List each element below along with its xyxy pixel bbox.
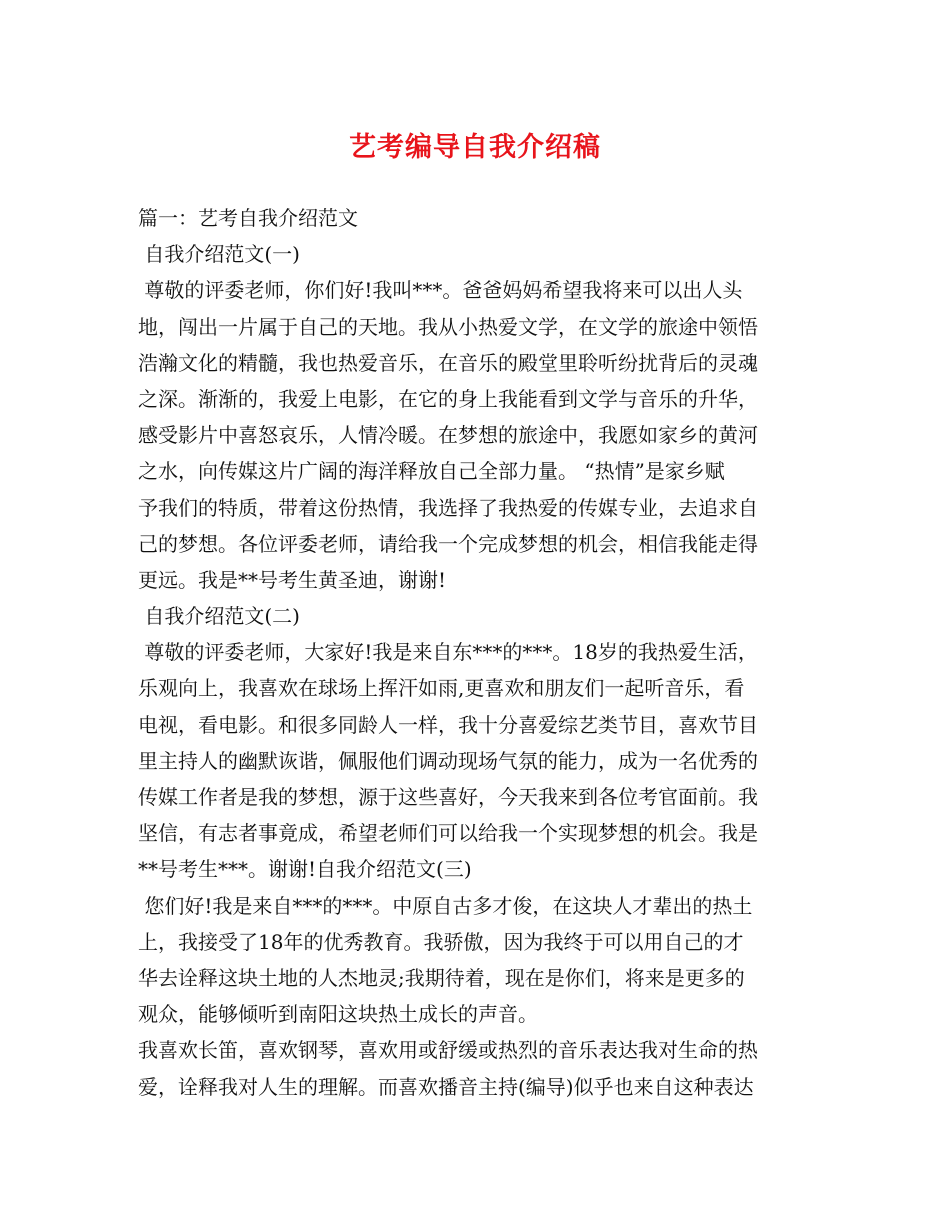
subsection-heading: 自我介绍范文(二): [138, 604, 300, 629]
paragraph-line: 里主持人的幽默诙谐，佩服他们调动现场气氛的能力，成为一名优秀的: [138, 748, 758, 773]
paragraph-line: 爱，诠释我对人生的理解。而喜欢播音主持(编导)似乎也来自这种表达: [138, 1074, 754, 1099]
paragraph-line: 己的梦想。各位评委老师，请给我一个完成梦想的机会，相信我能走得: [138, 531, 758, 556]
paragraph-line: 您们好!我是来自***的***。中原自古多才俊，在这块人才辈出的热土: [138, 893, 753, 918]
document-title: 艺考编导自我介绍稿: [349, 132, 601, 163]
paragraph-line: 电视，看电影。和很多同龄人一样，我十分喜爱综艺类节目，喜欢节目: [138, 712, 758, 737]
paragraph-line: 我喜欢长笛，喜欢钢琴，喜欢用或舒缓或热烈的音乐表达我对生命的热: [138, 1038, 758, 1063]
paragraph-line: 坚信，有志者事竟成，希望老师们可以给我一个实现梦想的机会。我是: [138, 821, 758, 846]
paragraph-line: 之水，向传媒这片广阔的海洋释放自己全部力量。 “热情”是家乡赋: [138, 459, 725, 484]
paragraph-line: 华去诠释这块土地的人杰地灵;我期待着，现在是你们，将来是更多的: [138, 965, 745, 990]
paragraph-line: 感受影片中喜怒哀乐，人情冷暖。在梦想的旅途中，我愿如家乡的黄河: [138, 423, 758, 448]
paragraph-line: 更远。我是**号考生黄圣迪，谢谢!: [138, 567, 447, 592]
paragraph-line: 予我们的特质，带着这份热情，我选择了我热爱的传媒专业，去追求自: [138, 495, 758, 520]
subsection-heading: 自我介绍范文(一): [138, 242, 300, 267]
paragraph-line: 尊敬的评委老师，大家好!我是来自东***的***。18岁的我热爱生活，: [138, 640, 758, 665]
paragraph-line: **号考生***。谢谢!自我介绍范文(三): [138, 857, 472, 882]
paragraph-line: 地，闯出一片属于自己的天地。我从小热爱文学，在文学的旅途中领悟: [138, 314, 758, 339]
paragraph-line: 尊敬的评委老师，你们好!我叫***。爸爸妈妈希望我将来可以出人头: [138, 278, 743, 303]
section-heading: 篇一：艺考自我介绍范文: [138, 206, 358, 230]
paragraph-line: 乐观向上，我喜欢在球场上挥汗如雨,更喜欢和朋友们一起听音乐，看: [138, 676, 745, 701]
paragraph-line: 观众，能够倾听到南阳这块热土成长的声音。: [138, 1002, 538, 1027]
paragraph-line: 传媒工作者是我的梦想，源于这些喜好，今天我来到各位考官面前。我: [138, 785, 758, 809]
document-body: [138, 200, 828, 1105]
paragraph-line: 之深。渐渐的，我爱上电影，在它的身上我能看到文学与音乐的升华，: [138, 386, 758, 411]
paragraph-line: 上，我接受了18年的优秀教育。我骄傲，因为我终于可以用自己的才: [138, 929, 744, 954]
paragraph-line: 浩瀚文化的精髓，我也热爱音乐，在音乐的殿堂里聆听纷扰背后的灵魂: [138, 350, 758, 375]
